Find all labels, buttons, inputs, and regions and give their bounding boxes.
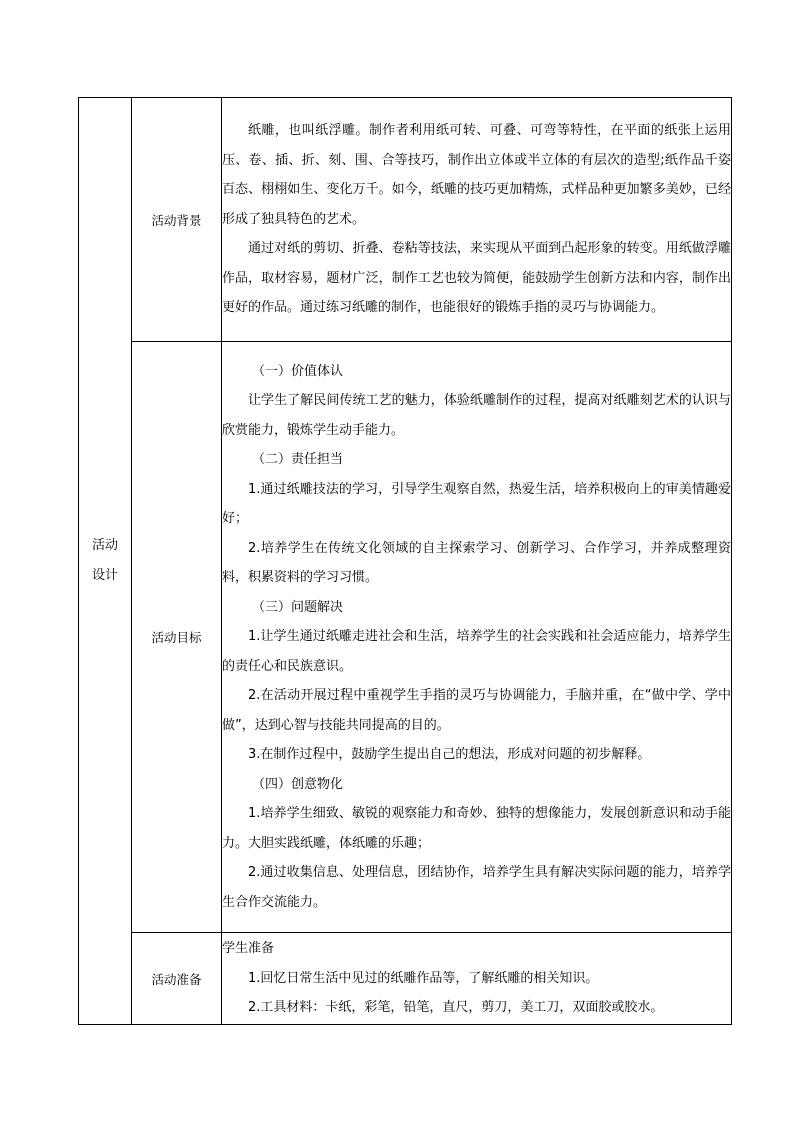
goal-section-3-title: （三）问题解决	[252, 599, 344, 615]
goal-section-1-text: 让学生了解民间传统工艺的魅力，体验纸雕制作的过程，提高对纸雕刻艺术的认识与欣赏能力，锻炼学生动手能力。	[222, 393, 731, 438]
prep-item-2: 2.工具材料：卡纸，彩笔，铅笔，直尺，剪刀，美工刀，双面胶或胶水。	[248, 1000, 664, 1016]
table-row-background	[79, 98, 732, 342]
goal-section-3-item-3: 3.在制作过程中，鼓励学生提出自己的想法，形成对问题的初步解释。	[248, 747, 651, 763]
activity-design-table	[78, 97, 732, 1025]
category-line-1: 活动	[91, 538, 118, 553]
goal-section-2-item-2: 2.培养学生在传统文化领域的自主探索学习、创新学习、合作学习，并养成整理资料，积累资料的学习习惯。	[222, 540, 731, 586]
goal-section-4-item-1: 1.培养学生细致、敏锐的观察能力和奇妙、独特的想像能力，发展创新意识和动手能力。大胆实践纸雕，体纸雕的乐趣；	[222, 806, 731, 851]
background-paragraph-1: 纸雕，也叫纸浮雕。制作者利用纸可转、可叠、可弯等特性，在平面的纸张上运用压、卷、插、折、刻、围、合等技巧，制作出立体或半立体的有层次的造型;纸作品千姿百态、栩栩如生、变化万千。如今，纸雕的技巧更加精炼，式样品种更加繁多美妙，已经形成了独具特色的艺术。	[222, 123, 731, 227]
prep-item-1: 1.回忆日常生活中见过的纸雕作品等，了解纸雕的相关知识。	[248, 970, 599, 986]
table-row-prep	[79, 933, 732, 1025]
goal-section-4-title: （四）创意物化	[252, 776, 344, 792]
prep-content	[222, 933, 732, 1025]
prep-label: 活动准备	[132, 933, 222, 1025]
category-line-2: 设计	[91, 568, 118, 583]
goals-content	[222, 342, 732, 933]
goal-section-3-item-2: 2.在活动开展过程中重视学生手指的灵巧与协调能力，手脑并重，在“做中学、学中做”，达到心智与技能共同提高的目的。	[222, 688, 731, 733]
background-label: 活动背景	[132, 98, 222, 342]
goal-section-1-title: （一）价值体认	[252, 363, 344, 379]
goal-section-2-item-1: 1.通过纸雕技法的学习，引导学生观察自然，热爱生活，培养积极向上的审美情趣爱好；	[222, 481, 731, 527]
category-cell	[79, 98, 132, 1025]
goals-label: 活动目标	[132, 342, 222, 933]
background-paragraph-2: 通过对纸的剪切、折叠、卷粘等技法，来实现从平面到凸起形象的转变。用纸做浮雕作品，取材容易，题材广泛，制作工艺也较为简便，能鼓励学生创新方法和内容，制作出更好的作品。通过练习纸雕的制作，也能很好的锻炼手指的灵巧与协调能力。	[222, 241, 731, 316]
goal-section-3-item-1: 1.让学生通过纸雕走进社会和生活，培养学生的社会实践和社会适应能力，培养学生的责任心和民族意识。	[222, 629, 731, 674]
table-row-goals	[79, 342, 732, 933]
prep-heading: 学生准备	[222, 941, 275, 957]
background-content	[222, 98, 732, 342]
goal-section-2-title: （二）责任担当	[252, 452, 344, 468]
goal-section-4-item-2: 2.通过收集信息、处理信息，团结协作，培养学生具有解决实际问题的能力，培养学生合作交流能力。	[222, 865, 731, 910]
